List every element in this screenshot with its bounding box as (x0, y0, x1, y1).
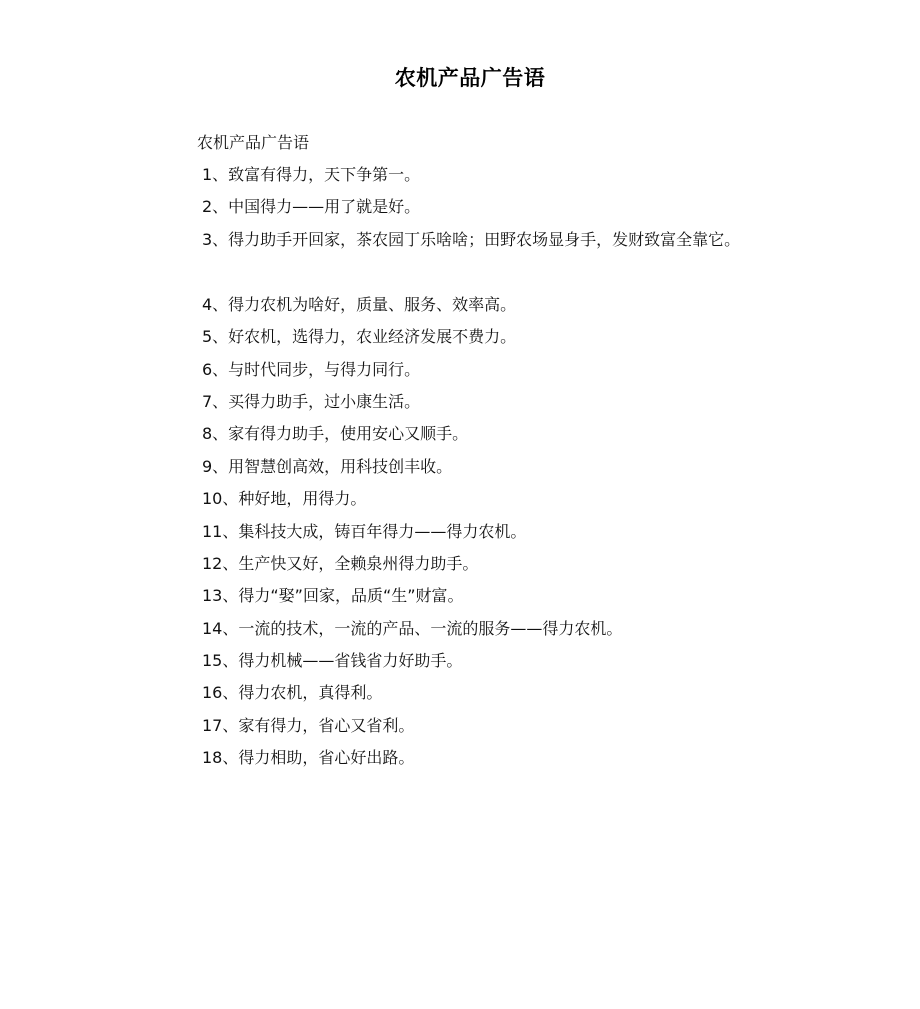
slogan-item: 3、得力助手开回家，茶农园丁乐啥啥；田野农场显身手，发财致富全靠它。 (202, 229, 741, 249)
slogan-item: 17、家有得力，省心又省利。 (202, 715, 415, 735)
slogan-item: 18、得力相助，省心好出路。 (202, 748, 415, 768)
slogan-item: 10、种好地，用得力。 (202, 489, 367, 509)
slogan-item: 12、生产快又好，全赖泉州得力助手。 (202, 553, 479, 573)
slogan-item: 7、买得力助手，过小康生活。 (202, 391, 421, 411)
document-title: 农机产品广告语 (394, 66, 546, 90)
slogan-item: 15、得力机械——省钱省力好助手。 (202, 651, 463, 671)
slogan-item: 13、得力“娶”回家，品质“生”财富。 (202, 586, 464, 606)
slogan-item: 8、家有得力助手，使用安心又顺手。 (202, 424, 469, 444)
document-heading: 农机产品广告语 (197, 133, 310, 152)
slogan-item: 14、一流的技术，一流的产品、一流的服务——得力农机。 (202, 618, 623, 638)
slogan-item: 9、用智慧创高效，用科技创丰收。 (202, 456, 453, 476)
slogan-item: 5、好农机，选得力，农业经济发展不费力。 (202, 327, 517, 347)
slogan-item: 1、致富有得力，天下争第一。 (202, 165, 421, 184)
slogan-item: 2、中国得力——用了就是好。 (202, 197, 421, 217)
slogan-item: 16、得力农机，真得利。 (202, 683, 383, 703)
slogan-list (202, 163, 740, 779)
slogan-item: 11、集科技大成，铸百年得力——得力农机。 (202, 521, 527, 541)
slogan-item: 6、与时代同步，与得力同行。 (202, 359, 421, 379)
slogan-item: 4、得力农机为啥好，质量、服务、效率高。 (202, 294, 517, 314)
